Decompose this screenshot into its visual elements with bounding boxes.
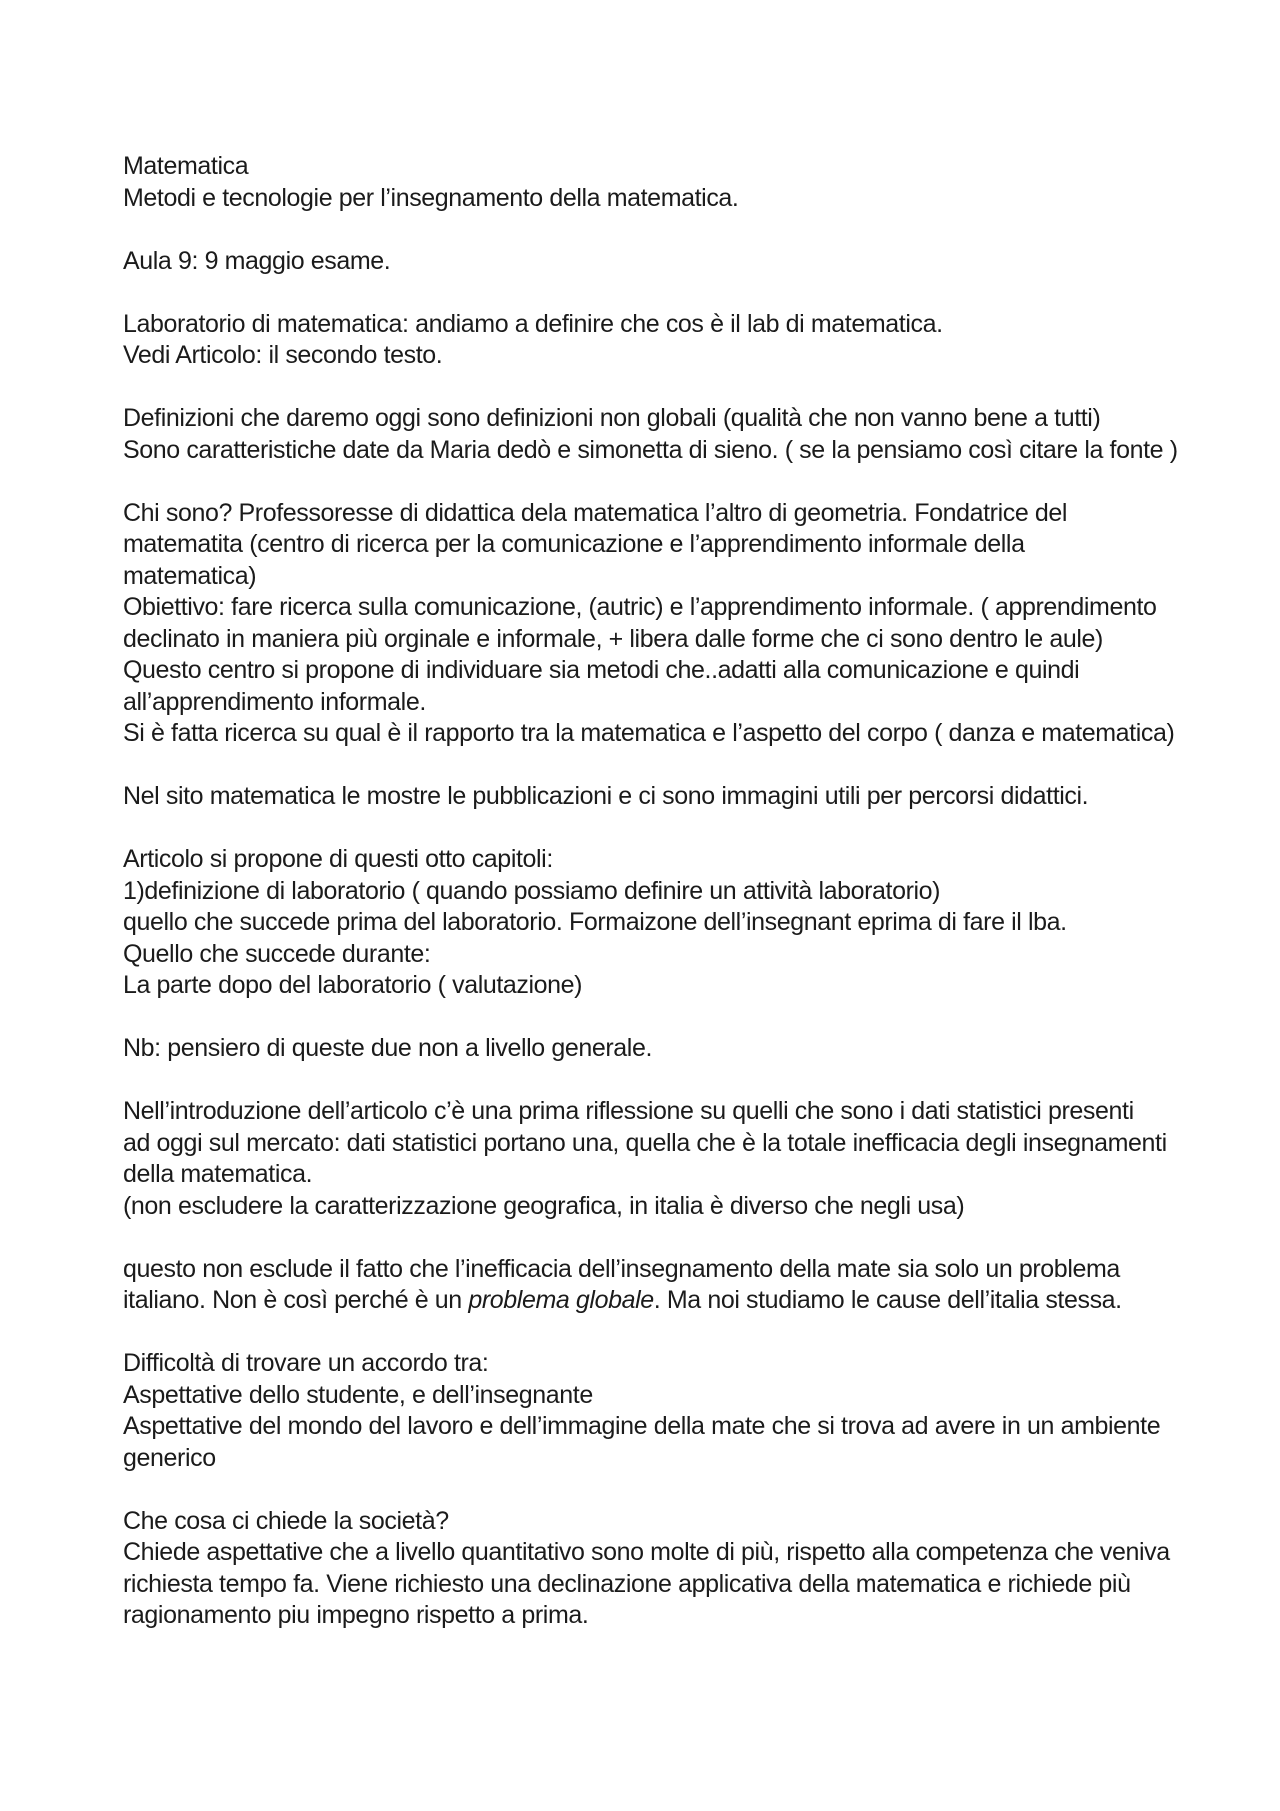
text-segment: . Ma noi studiamo le cause dell’italia stessa.: [653, 1286, 1122, 1314]
text-line: quello che succede prima del laboratorio. Formaizone dell’insegnant eprima di fare il lba.: [123, 908, 1067, 936]
text-segment: italiano. Non è così perché è un: [123, 1286, 469, 1314]
text-line: richiesta tempo fa. Viene richiesto una declinazione applicativa della matematica e richiede più: [123, 1569, 1131, 1598]
paragraph-laboratorio: [123, 309, 1180, 372]
paragraph-introduzione: [123, 1096, 1180, 1222]
paragraph-difficolta: [123, 1348, 1180, 1474]
text-line: Questo centro si propone di individuare sia metodi che..adatti alla comunicazione e quindi: [123, 656, 1080, 684]
text-line: questo non esclude il fatto che l’inefficacia dell’insegnamento della mate sia solo un problema: [123, 1254, 1120, 1283]
text-line: (non escludere la caratterizzazione geografica, in italia è diverso che negli usa): [123, 1191, 965, 1220]
text-line: Obiettivo: fare ricerca sulla comunicazione, (autric) e l’apprendimento informale. ( apprendimento: [123, 593, 1157, 621]
text-line: Aula 9: 9 maggio esame.: [123, 246, 391, 275]
paragraph-title: [123, 151, 1180, 214]
paragraph-nb: [123, 1033, 1180, 1065]
text-line: Vedi Articolo: il secondo testo.: [123, 341, 443, 369]
text-line: matematica): [123, 561, 257, 590]
text-line: Chiede aspettative che a livello quantitativo sono molte di più, rispetto alla competenza che veniva: [123, 1538, 1170, 1566]
text-line: [123, 1285, 1180, 1317]
text-line: 1)definizione di laboratorio ( quando possiamo definire un attività laboratorio): [123, 876, 941, 905]
paragraph-sito: [123, 781, 1180, 813]
text-line: Nel sito matematica le mostre le pubblicazioni e ci sono immagini utili per percorsi didattici.: [123, 782, 1089, 810]
text-line: declinato in maniera più orginale e informale, + libera dalle forme che ci sono dentro le aule): [123, 624, 1103, 653]
text-line: Aspettative del mondo del lavoro e dell’immagine della mate che si trova ad avere in un ambiente: [123, 1412, 1161, 1440]
paragraph-chi-sono: [123, 498, 1180, 750]
paragraph-societa: [123, 1506, 1180, 1632]
text-line: all’apprendimento informale.: [123, 687, 426, 716]
text-line: Aspettative dello studente, e dell’insegnante: [123, 1380, 593, 1409]
text-line: generico: [123, 1443, 216, 1472]
text-line: Articolo si propone di questi otto capitoli:: [123, 845, 553, 873]
text-line: Matematica: [123, 152, 249, 180]
text-line: Metodi e tecnologie per l’insegnamento della matematica.: [123, 183, 739, 212]
text-line: Che cosa ci chiede la società?: [123, 1506, 449, 1535]
italic-text: problema globale: [468, 1286, 654, 1314]
paragraph-problema-globale: [123, 1254, 1180, 1317]
text-line: Laboratorio di matematica: andiamo a definire che cos è il lab di matematica.: [123, 309, 943, 338]
paragraph-capitoli: [123, 844, 1180, 1002]
text-line: della matematica.: [123, 1160, 313, 1188]
text-line: La parte dopo del laboratorio ( valutazione): [123, 971, 583, 999]
text-line: ad oggi sul mercato: dati statistici portano una, quella che è la totale inefficacia degli insegnamenti: [123, 1128, 1167, 1157]
paragraph-definizioni: [123, 403, 1180, 466]
text-line: Difficoltà di trovare un accordo tra:: [123, 1349, 489, 1377]
text-line: Definizioni che daremo oggi sono definizioni non globali (qualità che non vanno bene a tutti): [123, 404, 1101, 432]
text-line: Nb: pensiero di queste due non a livello generale.: [123, 1034, 652, 1062]
text-line: Quello che succede durante:: [123, 939, 431, 968]
text-line: ragionamento piu impegno rispetto a prima.: [123, 1601, 589, 1629]
text-line: Chi sono? Professoresse di didattica dela matematica l’altro di geometria. Fondatrice del: [123, 498, 1068, 527]
text-line: Nell’introduzione dell’articolo c’è una prima riflessione su quelli che sono i dati statistici presenti: [123, 1097, 1134, 1125]
text-line: matematita (centro di ricerca per la comunicazione e l’apprendimento informale della: [123, 530, 1025, 558]
text-line: Si è fatta ricerca su qual è il rapporto tra la matematica e l’aspetto del corpo ( danza e matematica): [123, 719, 1175, 747]
paragraph-aula: [123, 246, 1180, 278]
text-line: Sono caratteristiche date da Maria dedò e simonetta di sieno. ( se la pensiamo così citare la fonte ): [123, 435, 1178, 464]
